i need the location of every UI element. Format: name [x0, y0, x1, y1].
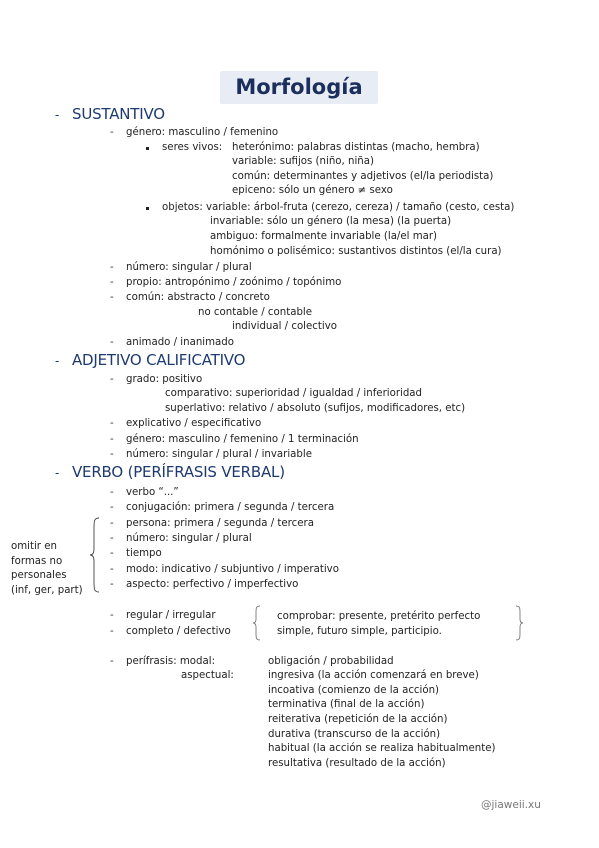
list-dash: -	[110, 127, 114, 138]
ingresiva-line: ingresiva (la acción comenzará en breve)	[268, 670, 479, 681]
individual-line: individual / colectivo	[232, 321, 337, 332]
list-dash: -	[110, 502, 114, 513]
homonimo-line: homónimo o polisémico: sustantivos distintos (el/la cura)	[210, 246, 502, 257]
bullet	[146, 207, 149, 210]
adjetivo-grado: grado: positivo	[126, 374, 203, 385]
list-dash: -	[110, 449, 114, 460]
adjetivo-genero: género: masculino / femenino / 1 terminación	[126, 434, 359, 445]
sustantivo-animado: animado / inanimado	[126, 337, 234, 348]
variable-line: variable: sufijos (niño, niña)	[232, 156, 374, 167]
section-verbo: VERBO (PERÍFRASIS VERBAL)	[72, 463, 285, 481]
heteronimo-line: heterónimo: palabras distintas (macho, hembra)	[232, 142, 480, 153]
verbo-comillas: verbo “...”	[126, 487, 179, 498]
perifrasis-aspectual-label: aspectual:	[181, 670, 234, 681]
sustantivo-numero: número: singular / plural	[126, 262, 252, 273]
list-dash: -	[110, 518, 114, 529]
sustantivo-genero: género: masculino / femenino	[126, 127, 279, 138]
omitir-line: personales	[11, 570, 67, 581]
sustantivo-comun: común: abstracto / concreto	[126, 292, 270, 303]
verbo-completo: completo / defectivo	[126, 626, 231, 637]
list-dash: -	[110, 337, 114, 348]
list-dash: -	[110, 626, 114, 637]
reiterativa-line: reiterativa (repetición de la acción)	[268, 714, 448, 725]
no-contable-line: no contable / contable	[198, 307, 313, 318]
list-dash: -	[110, 564, 114, 575]
section-adjetivo: ADJETIVO CALIFICATIVO	[72, 351, 246, 369]
sustantivo-propio: propio: antropónimo / zoónimo / topónimo	[126, 277, 342, 288]
list-dash: -	[110, 487, 114, 498]
section-dash: -	[55, 354, 60, 368]
list-dash: -	[110, 434, 114, 445]
omitir-line: omitir en	[11, 541, 57, 552]
list-dash: -	[110, 277, 114, 288]
comprobar-line: comprobar: presente, pretérito perfecto	[277, 611, 481, 622]
list-dash: -	[110, 579, 114, 590]
resultativa-line: resultativa (resultado de la acción)	[268, 758, 446, 769]
verbo-conjugacion: conjugación: primera / segunda / tercera	[126, 502, 335, 513]
list-dash: -	[110, 533, 114, 544]
epiceno-line: epiceno: sólo un género ≠ sexo	[232, 185, 393, 196]
verbo-regular: regular / irregular	[126, 610, 216, 621]
perifrasis-modal-label: perífrasis: modal:	[126, 656, 216, 667]
verbo-tiempo: tiempo	[126, 548, 162, 559]
list-dash: -	[110, 610, 114, 621]
section-dash: -	[55, 466, 60, 480]
simple-line: simple, futuro simple, participio.	[277, 626, 442, 637]
page-title: Morfología	[235, 75, 363, 99]
list-dash: -	[110, 374, 114, 385]
seres-vivos-label: seres vivos:	[162, 142, 223, 153]
omitir-line: formas no	[11, 556, 63, 567]
right-brace-icon	[514, 605, 524, 641]
adjetivo-explicativo: explicativo / especificativo	[126, 418, 262, 429]
comun-line: común: determinantes y adjetivos (el/la periodista)	[232, 171, 494, 182]
left-brace-icon	[89, 517, 101, 593]
habitual-line: habitual (la acción se realiza habitualmente)	[268, 743, 496, 754]
left-brace-icon	[252, 605, 262, 641]
invariable-line: invariable: sólo un género (la mesa) (la puerta)	[210, 216, 452, 227]
obligacion-line: obligación / probabilidad	[268, 656, 394, 667]
adjetivo-numero: número: singular / plural / invariable	[126, 449, 312, 460]
author-credit: @jiaweii.xu	[481, 799, 541, 811]
incoativa-line: incoativa (comienzo de la acción)	[268, 685, 440, 696]
terminativa-line: terminativa (final de la acción)	[268, 699, 425, 710]
list-dash: -	[110, 262, 114, 273]
verbo-persona: persona: primera / segunda / tercera	[126, 518, 314, 529]
list-dash: -	[110, 418, 114, 429]
verbo-aspecto: aspecto: perfectivo / imperfectivo	[126, 579, 299, 590]
section-sustantivo: SUSTANTIVO	[72, 105, 165, 123]
verbo-numero: número: singular / plural	[126, 533, 252, 544]
list-dash: -	[110, 292, 114, 303]
section-dash: -	[55, 108, 60, 122]
ambiguo-line: ambiguo: formalmente invariable (la/el mar)	[210, 231, 438, 242]
superlativo-line: superlativo: relativo / absoluto (sufijos, modificadores, etc)	[165, 403, 466, 414]
list-dash: -	[110, 548, 114, 559]
objetos-line: objetos: variable: árbol-fruta (cerezo, cereza) / tamaño (cesto, cesta)	[162, 202, 515, 213]
verbo-modo: modo: indicativo / subjuntivo / imperativo	[126, 564, 339, 575]
list-dash: -	[110, 656, 114, 667]
comparativo-line: comparativo: superioridad / igualdad / inferioridad	[165, 388, 423, 399]
omitir-line: (inf, ger, part)	[11, 585, 83, 596]
bullet	[146, 147, 149, 150]
durativa-line: durativa (transcurso de la acción)	[268, 729, 441, 740]
